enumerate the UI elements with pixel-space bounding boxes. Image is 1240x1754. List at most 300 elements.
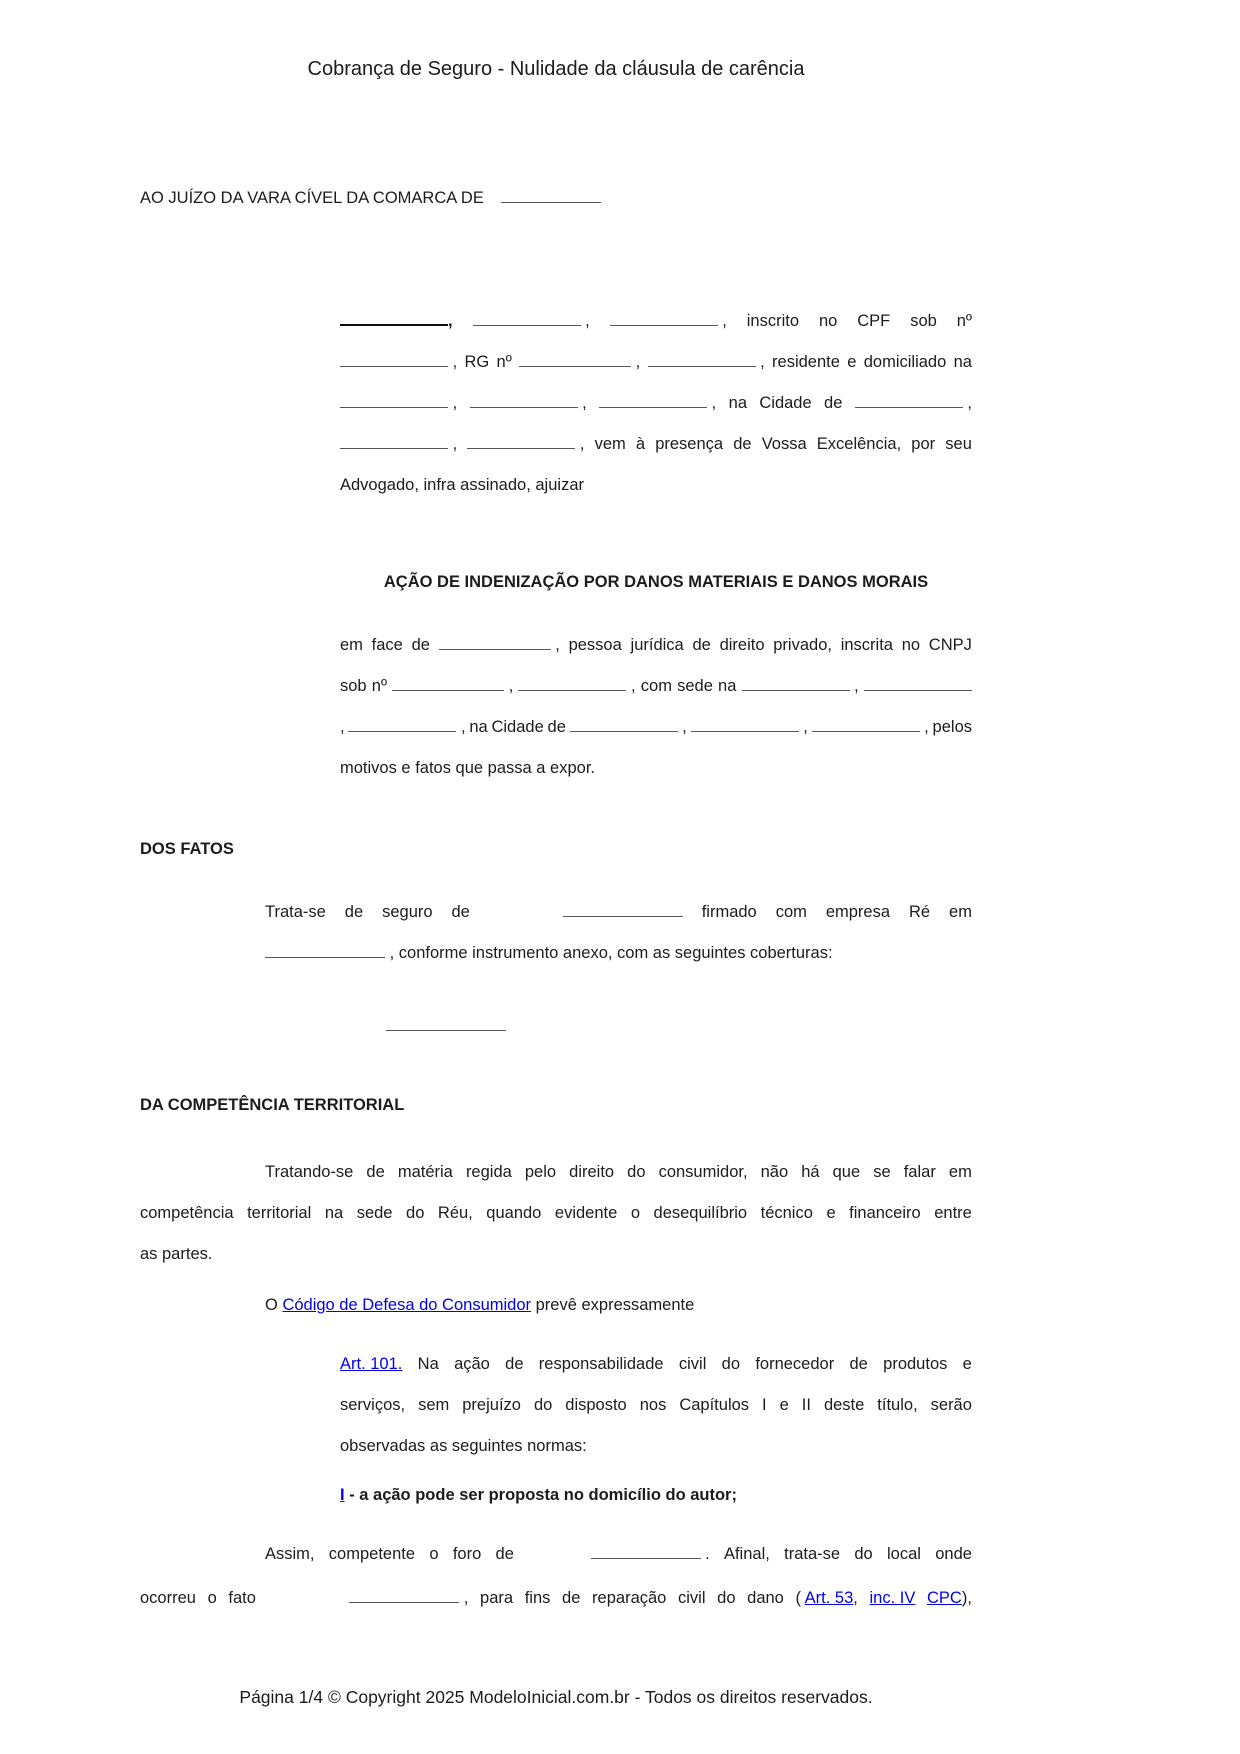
- word: do: [627, 1163, 646, 1181]
- text-run: [655, 424, 723, 465]
- territorial-competence-paragraph: [140, 1152, 972, 1275]
- word: domiciliado: [863, 353, 947, 371]
- punctuation: ,: [459, 1589, 469, 1607]
- word: Ré: [908, 903, 931, 921]
- word: de: [733, 435, 752, 453]
- blank-field: [742, 677, 850, 691]
- word: o: [207, 1589, 217, 1607]
- blank-field-group: [340, 424, 457, 465]
- text-run: [592, 1576, 666, 1620]
- word: do: [721, 1355, 741, 1373]
- word: sob: [340, 677, 367, 695]
- word: privado,: [773, 636, 832, 654]
- text-run: [491, 707, 543, 748]
- text-run: [329, 1532, 415, 1576]
- text-run: [469, 707, 487, 748]
- word: há: [801, 1163, 820, 1181]
- text-run: [452, 892, 470, 933]
- blank-field: [340, 435, 448, 449]
- punctuation: ,: [962, 394, 972, 412]
- blank-field: [349, 1589, 459, 1603]
- text-line: [340, 1344, 972, 1385]
- word: financeiro: [849, 1204, 921, 1222]
- blank-field-group: [691, 707, 808, 748]
- text-run: [418, 1344, 439, 1385]
- text-run: [340, 476, 584, 494]
- text-run: [480, 1576, 513, 1620]
- text-run: [702, 892, 757, 933]
- word: por: [911, 435, 936, 453]
- text-run: [208, 1576, 217, 1620]
- text-run: [265, 1152, 353, 1193]
- word: de: [824, 394, 843, 412]
- text-run: [910, 301, 937, 342]
- blank-field: [392, 677, 504, 691]
- word: Afinal,: [723, 1545, 770, 1563]
- word: I: [762, 1396, 767, 1414]
- blank-field-group: [340, 301, 453, 342]
- forum-paragraph: [140, 1532, 972, 1620]
- word: Tratando-se: [265, 1163, 354, 1181]
- text-run: [372, 625, 403, 666]
- text-line: [340, 342, 972, 383]
- word: O: [265, 1296, 278, 1314]
- blank-field: [348, 718, 456, 732]
- word: competente: [328, 1545, 416, 1563]
- text-run: [340, 1385, 405, 1426]
- punctuation: ,: [448, 353, 458, 371]
- text-run: [854, 1532, 872, 1576]
- word: trata-se: [784, 1545, 841, 1563]
- text-run: [762, 1385, 767, 1426]
- link-group: [340, 1344, 402, 1385]
- text-run: [850, 1344, 868, 1385]
- text-run: [536, 1296, 695, 1314]
- blank-field: [518, 677, 626, 691]
- text-line: [265, 1285, 972, 1326]
- text-run: [539, 1344, 664, 1385]
- text-run: [883, 1344, 947, 1385]
- text-run: [265, 1296, 278, 1314]
- text-run: [569, 625, 622, 666]
- word: jurídica: [630, 636, 684, 654]
- text-run: [949, 1152, 972, 1193]
- word: civil: [678, 1355, 707, 1373]
- text-run: [453, 1532, 481, 1576]
- text-run: [412, 625, 430, 666]
- punctuation: ,: [575, 435, 585, 453]
- word: fato: [228, 1589, 256, 1607]
- text-run: [761, 1193, 813, 1234]
- text-run: [679, 1385, 749, 1426]
- word: de: [547, 718, 566, 736]
- word: serão: [930, 1396, 972, 1414]
- blank-field: [855, 394, 963, 408]
- punctuation: ),: [961, 1589, 972, 1607]
- text-run: [486, 1193, 541, 1234]
- inciso-i-line: [340, 1475, 972, 1516]
- blank-field-group: [349, 1576, 468, 1620]
- word: ocorreu: [140, 1589, 196, 1607]
- word: entre: [934, 1204, 972, 1222]
- art-101-quote-paragraph: [340, 1344, 972, 1467]
- word: na: [324, 1204, 344, 1222]
- text-run: [525, 1152, 556, 1193]
- text-run: [904, 1152, 936, 1193]
- word: falar: [903, 1163, 936, 1181]
- word: seguro: [382, 903, 433, 921]
- text-run: [140, 1576, 196, 1620]
- text-run: [636, 424, 645, 465]
- text-run: [140, 189, 484, 207]
- blank-field-group: [386, 1017, 506, 1035]
- blank-field-group: [610, 301, 727, 342]
- text-run: [784, 1532, 840, 1576]
- blank-field: [470, 394, 578, 408]
- text-run: [340, 707, 345, 748]
- text-run: [776, 892, 807, 933]
- text-run: [340, 625, 363, 666]
- text-run: [340, 759, 595, 777]
- word: sob: [910, 312, 937, 330]
- word: com: [640, 677, 672, 695]
- word: que: [832, 1163, 861, 1181]
- punctuation: ,: [755, 353, 765, 371]
- text-run: [406, 1193, 424, 1234]
- text-run: [935, 1532, 972, 1576]
- word: e: [826, 1204, 836, 1222]
- text-run: [627, 1152, 645, 1193]
- blank-field-group: [864, 666, 972, 707]
- text-run: [659, 1152, 748, 1193]
- link-group: [927, 1576, 972, 1620]
- link-inciso-i[interactable]: I: [340, 1486, 345, 1504]
- word: em: [949, 903, 972, 921]
- word: Assim,: [265, 1545, 315, 1563]
- text-run: [555, 1193, 617, 1234]
- text-run: [641, 666, 672, 707]
- text-run: [349, 1486, 737, 1504]
- word: ,: [340, 718, 345, 736]
- word: em: [948, 1163, 972, 1181]
- text-run: [265, 1532, 315, 1576]
- word: desequilíbrio: [653, 1204, 748, 1222]
- word: face: [371, 636, 403, 654]
- word: disposto: [565, 1396, 627, 1414]
- text-run: [847, 342, 856, 383]
- text-run: [366, 1152, 384, 1193]
- word: de: [849, 1355, 868, 1373]
- word: nos: [639, 1396, 667, 1414]
- text-run: [729, 383, 747, 424]
- text-run: [824, 383, 842, 424]
- word: Cidade: [491, 718, 544, 736]
- blank-field-group: [563, 892, 683, 933]
- blank-field: [563, 903, 683, 917]
- text-run: [399, 944, 833, 962]
- link-inc-iv[interactable]: inc. IV: [869, 1589, 916, 1607]
- word: empresa: [825, 903, 891, 921]
- text-run: [454, 1344, 490, 1385]
- word: à: [635, 435, 646, 453]
- punctuation: ,: [448, 394, 458, 412]
- blank-field: [691, 718, 799, 732]
- word: residente: [772, 353, 840, 371]
- word: CNPJ: [928, 636, 972, 654]
- text-run: [824, 1385, 864, 1426]
- word: firmado: [701, 903, 757, 921]
- punctuation: .: [700, 1545, 710, 1563]
- word: na: [469, 718, 488, 736]
- link-group: [870, 1576, 916, 1620]
- word: de: [344, 903, 364, 921]
- word: sede: [356, 1204, 393, 1222]
- punctuation: ,: [448, 312, 453, 330]
- text-run: [464, 342, 489, 383]
- text-run: [692, 625, 710, 666]
- word: e: [847, 353, 857, 371]
- document-title: Cobrança de Seguro - Nulidade da cláusula de carência: [307, 58, 805, 80]
- blank-field: [340, 353, 448, 367]
- word: foro: [452, 1545, 482, 1563]
- punctuation: ,: [456, 718, 466, 736]
- word: dano: [747, 1589, 784, 1607]
- punctuation: ,: [849, 677, 859, 695]
- text-run: [340, 666, 367, 707]
- defendant-paragraph: [340, 625, 972, 789]
- text-line: [265, 892, 972, 933]
- text-run: [720, 625, 765, 666]
- word: Na: [417, 1355, 439, 1373]
- word: nº: [956, 312, 972, 330]
- text-run: [548, 707, 566, 748]
- blank-field: [519, 353, 631, 367]
- page-footer: Página 1/4 © Copyright 2025 ModeloInicial.com.br - Todos os direitos reservados.: [239, 1687, 873, 1707]
- blank-field-group: [340, 383, 457, 424]
- text-run: [911, 424, 935, 465]
- word: quando: [486, 1204, 542, 1222]
- text-line: [340, 465, 972, 506]
- word: no: [901, 636, 921, 654]
- blank-field-group: [265, 944, 394, 962]
- text-run: [357, 1193, 393, 1234]
- text-run: [945, 424, 972, 465]
- blank-field-group: [519, 342, 640, 383]
- word: competência: [140, 1204, 234, 1222]
- blank-field-group: [855, 383, 972, 424]
- word: fins: [524, 1589, 551, 1607]
- punctuation: (: [795, 1589, 805, 1607]
- text-run: [462, 1385, 521, 1426]
- blank-field: [265, 944, 385, 958]
- word: - a ação pode ser proposta no domicílio do autor;: [349, 1486, 737, 1504]
- word: na: [728, 394, 747, 412]
- word: do: [533, 1396, 553, 1414]
- word: AO JUÍZO DA VARA CÍVEL DA COMARCA DE: [140, 189, 484, 207]
- blank-field-group: [348, 707, 465, 748]
- word: sem: [418, 1396, 450, 1414]
- text-run: [929, 625, 972, 666]
- text-run: [340, 1437, 587, 1455]
- text-run: [345, 892, 363, 933]
- text-line: [340, 666, 972, 707]
- text-run: [747, 1576, 784, 1620]
- action-title-heading: AÇÃO DE INDENIZAÇÃO POR DANOS MATERIAIS E DANOS MORAIS: [383, 573, 929, 591]
- word: pessoa: [568, 636, 622, 654]
- word: serviços,: [340, 1396, 406, 1414]
- word: inscrita: [840, 636, 893, 654]
- blank-field-group: [812, 707, 929, 748]
- word: inscrito: [746, 312, 800, 330]
- text-run: [819, 301, 837, 342]
- text-run: [909, 892, 930, 933]
- blank-field: [386, 1017, 506, 1031]
- blank-field-group: [599, 383, 716, 424]
- text-line: [340, 301, 972, 342]
- text-run: [873, 1152, 890, 1193]
- word: direito: [719, 636, 765, 654]
- word: na: [718, 677, 737, 695]
- word: com: [775, 903, 807, 921]
- text-run: [718, 666, 736, 707]
- link-codigo-defesa-do-consumidor[interactable]: Código de Defesa do Consumidor: [282, 1296, 532, 1314]
- text-run: [933, 707, 972, 748]
- blank-field: [812, 718, 920, 732]
- text-run: [931, 1385, 972, 1426]
- word: e: [962, 1355, 972, 1373]
- text-run: [817, 424, 901, 465]
- text-run: [466, 1152, 512, 1193]
- word: produtos: [883, 1355, 948, 1373]
- link-group: [340, 1486, 345, 1504]
- text-line: [340, 1385, 972, 1426]
- word: de: [562, 1589, 581, 1607]
- addressing-line: [140, 178, 972, 219]
- word: territorial: [247, 1204, 312, 1222]
- text-run: [780, 1385, 789, 1426]
- word: de: [411, 636, 430, 654]
- blank-field: [570, 718, 678, 732]
- text-run: [826, 892, 890, 933]
- word: vem: [594, 435, 626, 453]
- word: título,: [877, 1396, 918, 1414]
- blank-field: [599, 394, 707, 408]
- word: Cidade: [759, 394, 812, 412]
- word: Réu,: [437, 1204, 473, 1222]
- text-run: [418, 1385, 449, 1426]
- punctuation: ,: [919, 718, 929, 736]
- text-run: [640, 1385, 667, 1426]
- blank-field: [340, 311, 448, 326]
- text-run: [678, 1576, 706, 1620]
- text-line: [140, 1576, 972, 1620]
- punctuation: ,: [577, 394, 587, 412]
- text-run: [140, 1245, 212, 1263]
- link-art-101[interactable]: Art. 101.: [340, 1355, 403, 1373]
- text-run: [762, 424, 807, 465]
- word: conforme instrumento anexo, com as seguintes coberturas:: [398, 944, 833, 962]
- punctuation: ,: [853, 1589, 858, 1607]
- text-run: [654, 1193, 748, 1234]
- text-run: [957, 301, 972, 342]
- text-run: [802, 1385, 811, 1426]
- text-run: [887, 1532, 921, 1576]
- word: do: [406, 1204, 425, 1222]
- text-run: [534, 1385, 552, 1426]
- text-run: [963, 1344, 972, 1385]
- punctuation: ,: [550, 636, 560, 654]
- link-art-53[interactable]: Art. 53: [804, 1589, 854, 1607]
- text-line: [140, 1234, 972, 1275]
- word: o: [630, 1204, 640, 1222]
- word: civil: [678, 1589, 706, 1607]
- word: no: [818, 312, 838, 330]
- word: responsabilidade: [538, 1355, 664, 1373]
- blank-field: [591, 1545, 701, 1559]
- word: onde: [935, 1545, 972, 1563]
- text-run: [761, 1152, 789, 1193]
- text-line: [140, 178, 972, 219]
- blank-field: [648, 353, 756, 367]
- text-run: [372, 666, 387, 707]
- word: na: [953, 353, 972, 371]
- blank-field-group: [470, 383, 587, 424]
- text-run: [717, 1576, 735, 1620]
- text-line: [340, 625, 972, 666]
- text-line: [340, 1426, 972, 1467]
- text-line: [386, 1006, 972, 1047]
- text-run: [677, 666, 713, 707]
- text-run: [949, 892, 972, 933]
- word: de: [505, 1355, 524, 1373]
- word: regida: [465, 1163, 512, 1181]
- blank-field-group: [392, 666, 513, 707]
- word: Capítulos: [679, 1396, 750, 1414]
- blank-field-group: [591, 1532, 710, 1576]
- punctuation: ,: [448, 435, 458, 453]
- text-line: [265, 933, 972, 974]
- blank-field-group: [570, 707, 687, 748]
- word: observadas as seguintes normas:: [340, 1437, 587, 1455]
- cdc-reference-line: [140, 1285, 972, 1326]
- word: CPF: [857, 312, 891, 330]
- text-line: [265, 1532, 972, 1576]
- punctuation: ,: [798, 718, 808, 736]
- text-run: [325, 1193, 343, 1234]
- word: consumidor,: [658, 1163, 748, 1181]
- word: nº: [496, 353, 512, 371]
- word: de: [366, 1163, 385, 1181]
- punctuation: ,: [385, 944, 395, 962]
- link-group: [796, 1576, 858, 1620]
- text-run: [849, 1193, 921, 1234]
- text-run: [631, 1193, 640, 1234]
- text-run: [562, 1576, 580, 1620]
- coverage-blank-line: [386, 1006, 972, 1030]
- punctuation: ,: [631, 353, 641, 371]
- word: técnico: [760, 1204, 813, 1222]
- text-run: [429, 1532, 438, 1576]
- party-qualification-paragraph: [340, 301, 972, 506]
- text-run: [247, 1193, 311, 1234]
- text-run: [525, 1576, 551, 1620]
- text-run: [679, 1344, 707, 1385]
- punctuation: ,: [717, 312, 727, 330]
- text-run: [759, 383, 811, 424]
- blank-field-group: [742, 666, 859, 707]
- link-cpc[interactable]: CPC: [927, 1589, 962, 1607]
- spacer: [488, 202, 496, 203]
